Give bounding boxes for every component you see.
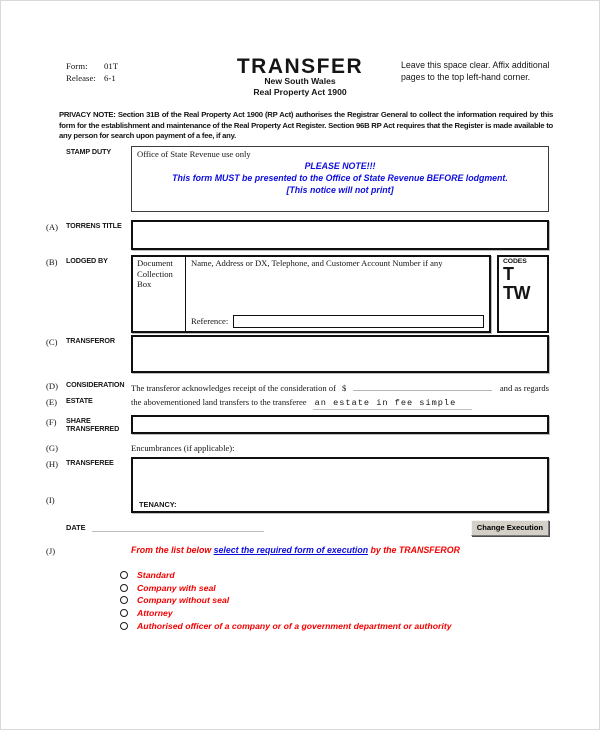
- release-number: 6-1: [104, 73, 116, 83]
- execution-instruction-suffix: by the TRANSFEROR: [368, 544, 460, 555]
- transferor-field[interactable]: [131, 335, 549, 373]
- lodged-by-details-field[interactable]: [191, 268, 484, 315]
- code-tw: TW: [503, 282, 530, 303]
- lodged-by-letter: (B): [46, 256, 58, 267]
- transferee-field[interactable]: [131, 457, 549, 513]
- transferee-value-area[interactable]: [139, 461, 541, 497]
- corner-note: Leave this space clear. Affix additional pages to the top left-hand corner.: [401, 60, 550, 82]
- execution-form-link[interactable]: select the required form of execution: [213, 544, 369, 555]
- option-label: Company without seal: [137, 595, 230, 606]
- change-execution-button[interactable]: Change Execution: [471, 520, 549, 536]
- form-title: TRANSFER: [236, 55, 364, 78]
- lodged-by-header-text: Name, Address or DX, Telephone, and Customer Account Number if any: [191, 257, 443, 268]
- execution-option-company-with-seal[interactable]: [120, 582, 599, 595]
- lodged-by-row: [1, 255, 599, 333]
- share-letter: (F): [46, 416, 57, 427]
- execution-options-list: [120, 569, 599, 632]
- radio-icon[interactable]: [120, 622, 128, 630]
- estate-text: the abovementioned land transfers to the transferee: [131, 396, 307, 407]
- osr-use-only-text: Office of State Revenue use only: [137, 148, 251, 159]
- torrens-title-field[interactable]: [131, 220, 549, 250]
- estate-letter: (E): [46, 396, 57, 407]
- consideration-label: CONSIDERATION: [66, 379, 125, 389]
- release-label: Release:: [66, 73, 96, 83]
- torrens-letter: (A): [46, 221, 58, 232]
- code-t: T: [503, 263, 514, 284]
- notice-line-3: [This notice will not print]: [286, 184, 394, 195]
- form-number: 01T: [104, 61, 119, 71]
- execution-instruction: [131, 544, 549, 555]
- transferee-label: TRANSFEREE: [66, 457, 114, 467]
- document-collection-box-label: Document Collection Box: [133, 257, 186, 331]
- notice-line-1: PLEASE NOTE!!!: [304, 160, 376, 171]
- privacy-note: PRIVACY NOTE: Section 31B of the Real Property Act 1900 (RP Act) authorises the Registrar General to collect the information required by this form for the establishment and maintenance of the Real Property Act Register. Section 96B RP Act requires that the Register is made available to any person for search upon payment of a fee, if any.: [59, 110, 553, 141]
- consideration-row: [1, 379, 599, 393]
- transferor-label: TRANSFEROR: [66, 335, 115, 345]
- reference-label: Reference:: [191, 316, 229, 327]
- currency-symbol: $: [341, 382, 347, 393]
- execution-instruction-prefix: From the list below: [131, 544, 214, 555]
- execution-option-attorney[interactable]: [120, 607, 599, 620]
- radio-icon[interactable]: [120, 584, 128, 592]
- execution-option-company-without-seal[interactable]: [120, 594, 599, 607]
- tenancy-label: TENANCY:: [139, 499, 177, 509]
- form-subtitle-act: Real Property Act 1900: [253, 86, 347, 97]
- form-subtitle-state: New South Wales: [264, 76, 336, 86]
- date-label: DATE: [66, 523, 86, 533]
- encumbrances-letter: (G): [46, 442, 58, 453]
- codes-box: [497, 255, 549, 333]
- torrens-title-row: [1, 220, 599, 250]
- stamp-duty-box: [131, 146, 549, 212]
- radio-icon[interactable]: [120, 571, 128, 579]
- consideration-amount-field[interactable]: [353, 381, 492, 391]
- transferor-letter: (C): [46, 336, 58, 347]
- execution-instruction-row: [1, 544, 599, 556]
- date-row: [1, 520, 599, 536]
- notice-line-2: This form MUST be presented to the Office of State Revenue BEFORE lodgment.: [172, 172, 508, 183]
- estate-value-field[interactable]: an estate in fee simple: [313, 398, 473, 410]
- lodged-by-box: [131, 255, 491, 333]
- transferee-letter: (H): [46, 458, 58, 469]
- consideration-letter: (D): [46, 380, 58, 391]
- option-label: Attorney: [137, 608, 173, 619]
- option-label: Authorised officer of a company or of a government department or authority: [137, 620, 452, 631]
- share-transferred-label: SHARE TRANSFERRED: [66, 415, 120, 434]
- encumbrances-row: [1, 441, 599, 453]
- torrens-title-label: TORRENS TITLE: [66, 220, 122, 230]
- estate-row: [1, 395, 599, 410]
- execution-option-standard[interactable]: [120, 569, 599, 582]
- encumbrances-text: Encumbrances (if applicable):: [131, 442, 235, 453]
- lodged-by-label: LODGED BY: [66, 255, 108, 265]
- form-label: Form:: [66, 61, 88, 71]
- reference-input[interactable]: [233, 315, 484, 328]
- share-transferred-field[interactable]: [131, 415, 549, 434]
- execution-option-authorised-officer[interactable]: [120, 619, 599, 632]
- estate-label: ESTATE: [66, 395, 93, 405]
- codes-label: CODES: [503, 257, 527, 265]
- radio-icon[interactable]: [120, 609, 128, 617]
- stamp-duty-row: [1, 146, 599, 212]
- execution-letter: (J): [46, 545, 56, 556]
- date-field[interactable]: [92, 523, 264, 532]
- tenancy-field[interactable]: [177, 497, 541, 507]
- share-transferred-row: [1, 415, 599, 434]
- stamp-duty-label: STAMP DUTY: [66, 146, 112, 156]
- radio-icon[interactable]: [120, 596, 128, 604]
- consideration-text-before: The transferor acknowledges receipt of the consideration of: [131, 382, 336, 393]
- transferor-row: [1, 335, 599, 373]
- consideration-text-after: and as regards: [499, 382, 549, 393]
- option-label: Company with seal: [137, 582, 216, 593]
- stamp-duty-notice: [137, 160, 543, 196]
- form-header: [1, 57, 599, 107]
- tenancy-letter: (I): [46, 494, 55, 505]
- transferee-row: [1, 457, 599, 513]
- option-label: Standard: [137, 570, 175, 581]
